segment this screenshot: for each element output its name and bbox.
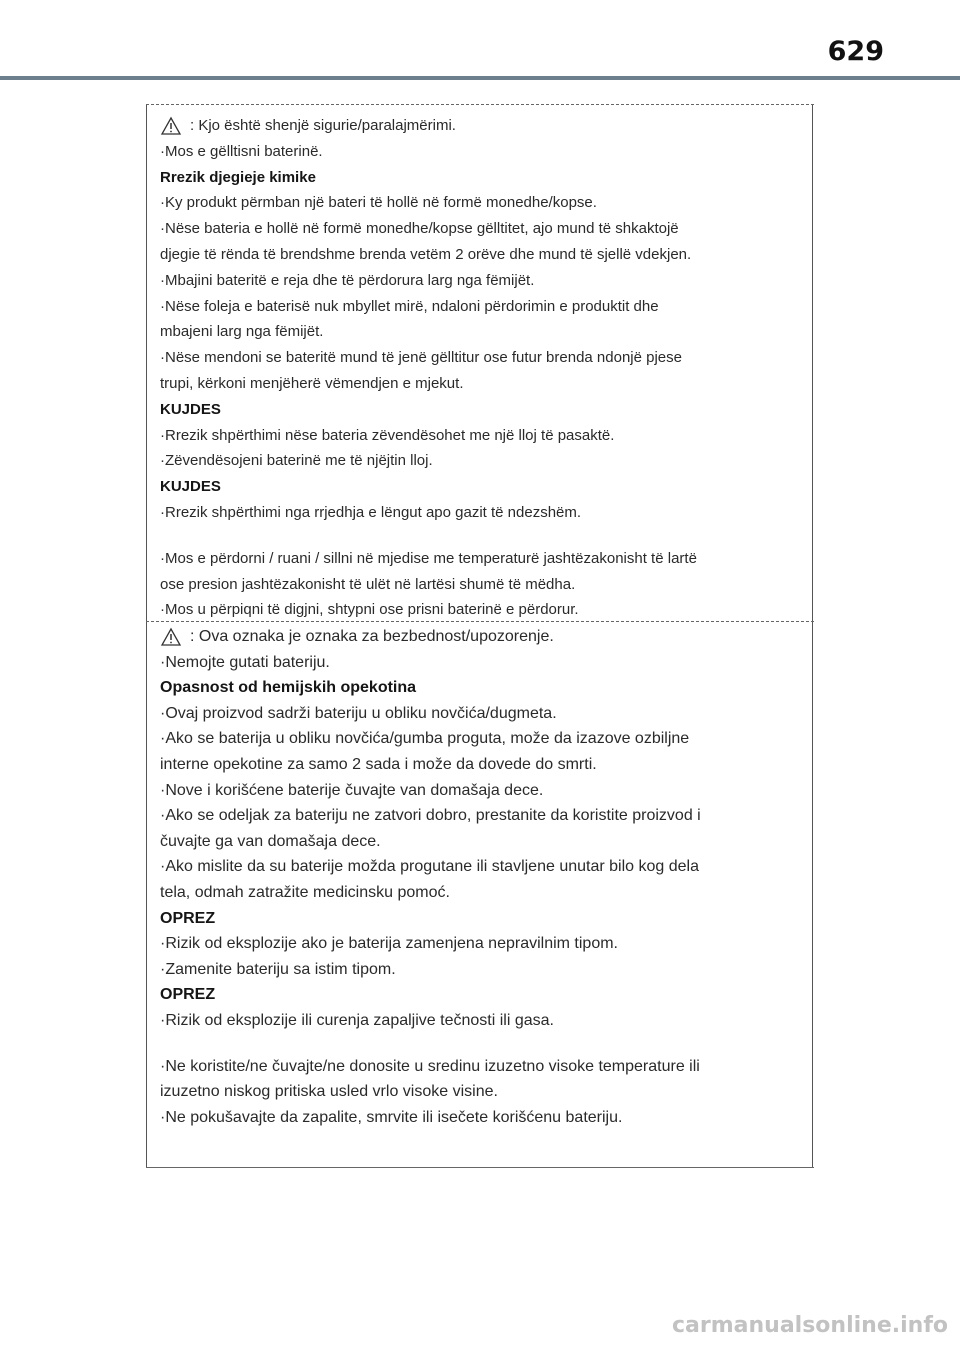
text-line: ·Ovaj proizvod sadrži bateriju u obliku novčića/dugmeta.: [160, 704, 557, 722]
text-line: čuvajte ga van domašaja dece.: [160, 832, 381, 850]
text-line: mbajeni larg nga fëmijët.: [160, 323, 324, 341]
text-line: interne opekotine za samo 2 sada i može da dovede do smrti.: [160, 755, 597, 773]
section-serbian: [160, 624, 780, 1130]
text-line: ·Nëse mendoni se bateritë mund të jenë gëlltitur ose futur brenda ndonjë pjese: [160, 349, 682, 367]
text-line: ·Rrezik shpërthimi nga rrjedhja e lëngut apo gazit të ndezshëm.: [160, 503, 582, 521]
text-line: ·Ky produkt përmban një bateri të hollë në formë monedhe/kopse.: [160, 194, 597, 212]
header-rule: [0, 76, 960, 80]
text-line: ·Ne koristite/ne čuvajte/ne donosite u sredinu izuzetno visoke temperature ili: [160, 1057, 700, 1075]
text-line: ·Zamenite bateriju sa istim tipom.: [160, 960, 396, 978]
text-line: ·Ako se odeljak za bateriju ne zatvori dobro, prestanite da koristite proizvod i: [160, 807, 701, 825]
text-line: ·Nëse foleja e baterisë nuk mbyllet mirë, ndaloni përdorimin e produktit dhe: [160, 297, 659, 315]
text-line: trupi, kërkoni menjëherë vëmendjen e mjekut.: [160, 374, 464, 392]
heading-caution: KUJDES: [160, 478, 221, 496]
text-line: ·Rrezik shpërthimi nëse bateria zëvendësohet me një lloj të pasaktë.: [160, 426, 615, 444]
text-line: ·Ako mislite da su baterije možda progutane ili stavljene unutar bilo kog dela: [160, 858, 699, 876]
swallow-warning: ·Mos e gëlltisni baterinë.: [160, 142, 323, 160]
spacer: [160, 1034, 780, 1054]
heading-chemical-burn: Rrezik djegieje kimike: [160, 168, 316, 186]
text-line: ·Rizik od eksplozije ako je baterija zamenjena nepravilnim tipom.: [160, 935, 618, 953]
text-line: ose presion jashtëzakonisht të ulët në lartësi shumë të mëdha.: [160, 575, 576, 593]
symbol-text: : Kjo është shenjë sigurie/paralajmërimi.: [190, 117, 456, 134]
text-line: ·Mbajini bateritë e reja dhe të përdorura larg nga fëmijët.: [160, 271, 535, 289]
text-line: ·Ako se baterija u obliku novčića/gumba proguta, može da izazove ozbiljne: [160, 730, 690, 748]
watermark: carmanualsonline.info: [672, 1313, 948, 1338]
symbol-text: : Ova oznaka je oznaka za bezbednost/upozorenje.: [190, 628, 554, 645]
text-line: ·Ne pokušavajte da zapalite, smrvite ili isečete korišćenu bateriju.: [160, 1108, 623, 1126]
box-top-border: [146, 104, 814, 105]
text-line: ·Mos e përdorni / ruani / sillni në mjedise me temperaturë jashtëzakonisht të lartë: [160, 549, 697, 567]
heading-caution: KUJDES: [160, 400, 221, 418]
symbol-line: [160, 113, 780, 139]
heading-caution: OPREZ: [160, 986, 216, 1004]
text-line: izuzetno niskog pritiska usled vrlo visoke visine.: [160, 1083, 498, 1101]
page-number: 629: [827, 36, 884, 67]
warning-triangle-icon: [160, 627, 182, 647]
symbol-line: [160, 624, 780, 650]
text-line: djegie të rënda të brendshme brenda vetëm 2 orëve dhe mund të sjellë vdekjen.: [160, 245, 692, 263]
text-line: ·Nove i korišćene baterije čuvajte van domašaja dece.: [160, 781, 544, 799]
swallow-warning: ·Nemojte gutati bateriju.: [160, 653, 330, 671]
heading-caution: OPREZ: [160, 909, 216, 927]
heading-chemical-burn: Opasnost od hemijskih opekotina: [160, 679, 417, 697]
text-line: ·Nëse bateria e hollë në formë monedhe/kopse gëlltitet, ajo mund të shkaktojë: [160, 220, 679, 238]
text-line: ·Rizik od eksplozije ili curenja zapaljive tečnosti ili gasa.: [160, 1011, 554, 1029]
text-line: ·Zëvendësojeni baterinë me të njëjtin lloj.: [160, 452, 433, 470]
box-bottom-border: [146, 1167, 814, 1168]
spacer: [160, 526, 780, 546]
text-line: tela, odmah zatražite medicinsku pomoć.: [160, 883, 450, 901]
section-albanian: [160, 113, 780, 623]
text-line: ·Mos u përpiqni të digjni, shtypni ose prisni baterinë e përdorur.: [160, 601, 579, 619]
warning-triangle-icon: [160, 116, 182, 136]
